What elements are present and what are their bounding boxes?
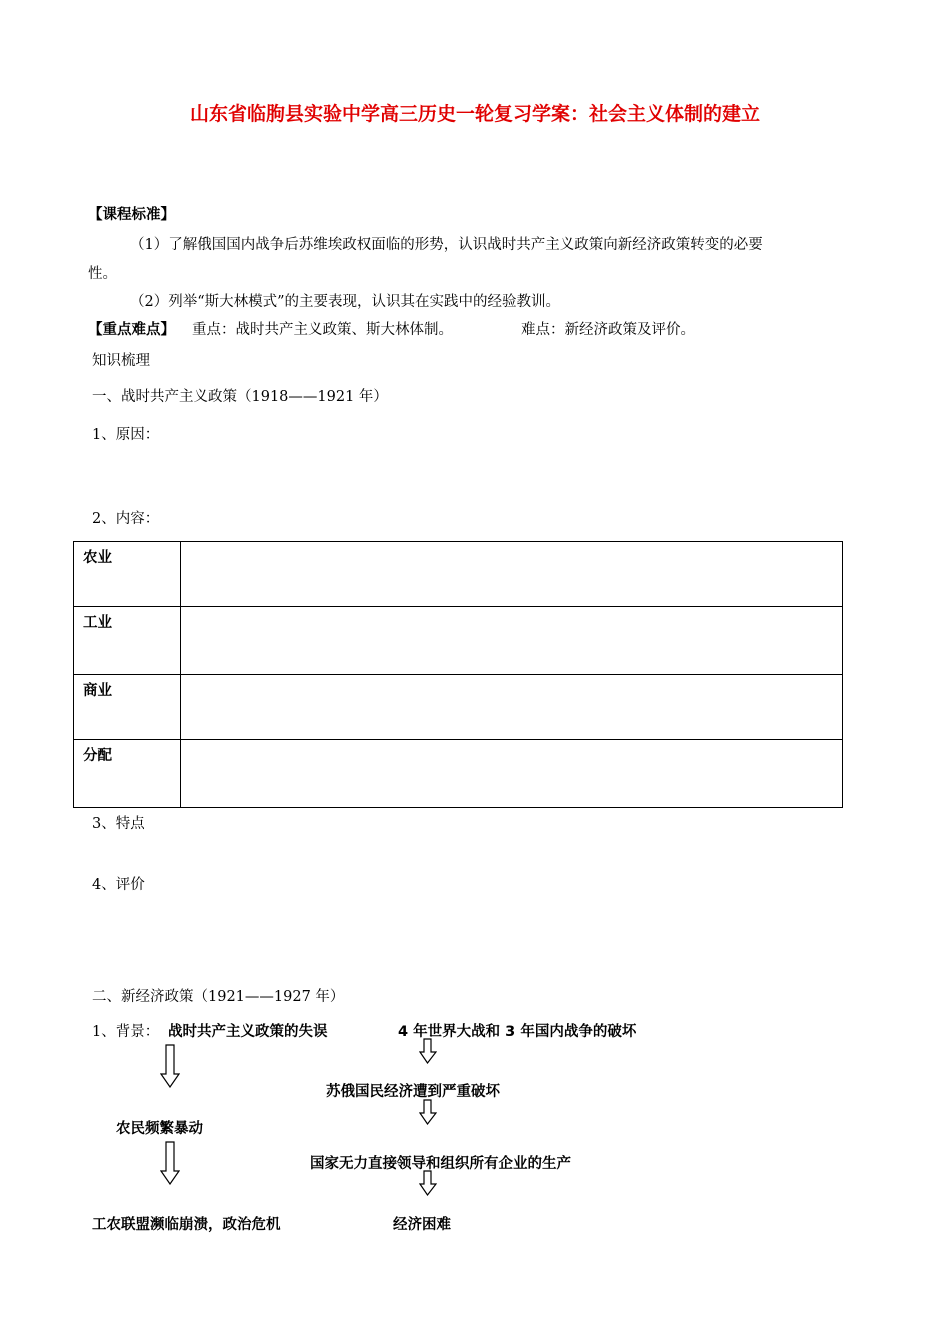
right-chain-item: 经济困难	[393, 1217, 451, 1233]
answer-cell[interactable]	[181, 542, 843, 607]
row-label: 农业	[74, 542, 181, 607]
down-arrow-icon	[160, 1141, 180, 1185]
left-chain-item: 工农联盟濒临崩溃，政治危机	[92, 1217, 281, 1233]
standard-item-1-cont: 性。	[88, 266, 117, 282]
row-label: 分配	[74, 740, 181, 808]
standard-item-1: （1）了解俄国国内战争后苏维埃政权面临的形势，认识战时共产主义政策向新经济政策转变的必要	[130, 237, 763, 253]
cause-label: 1、原因：	[92, 427, 160, 443]
answer-cell[interactable]	[181, 607, 843, 675]
key-points-heading: 【重点难点】	[88, 322, 175, 338]
right-chain-item: 国家无力直接领导和组织所有企业的生产	[310, 1156, 571, 1172]
left-chain-item: 农民频繁暴动	[116, 1121, 203, 1137]
answer-cell[interactable]	[181, 675, 843, 740]
row-label: 工业	[74, 607, 181, 675]
background-label: 1、背景：	[92, 1024, 160, 1040]
standard-item-2: （2）列举“斯大林模式”的主要表现，认识其在实践中的经验教训。	[130, 294, 561, 310]
down-arrow-icon	[160, 1044, 180, 1088]
down-arrow-icon	[419, 1170, 437, 1196]
table-row	[74, 607, 843, 675]
page-title: 山东省临朐县实验中学高三历史一轮复习学案：社会主义体制的建立	[189, 103, 760, 125]
content-label: 2、内容：	[92, 511, 160, 527]
table-row	[74, 740, 843, 808]
key-points-focus: 重点：战时共产主义政策、斯大林体制。	[192, 322, 453, 338]
left-chain-item: 战时共产主义政策的失误	[168, 1024, 328, 1040]
right-chain-item: 4 年世界大战和 3 年国内战争的破坏	[398, 1024, 637, 1040]
right-chain-item: 苏俄国民经济遭到严重破坏	[326, 1084, 500, 1100]
key-points-difficulty: 难点：新经济政策及评价。	[521, 322, 695, 338]
answer-cell[interactable]	[181, 740, 843, 808]
table-row	[74, 675, 843, 740]
down-arrow-icon	[419, 1038, 437, 1064]
section-2-heading: 二、新经济政策（1921——1927 年）	[92, 989, 345, 1005]
knowledge-heading: 知识梳理	[92, 353, 150, 369]
content-table	[73, 541, 843, 808]
down-arrow-icon	[419, 1099, 437, 1125]
row-label: 商业	[74, 675, 181, 740]
standard-heading: 【课程标准】	[88, 207, 175, 223]
section-1-heading: 一、战时共产主义政策（1918——1921 年）	[92, 389, 388, 405]
evaluation-label: 4、评价	[92, 877, 145, 893]
table-row	[74, 542, 843, 607]
features-label: 3、特点	[92, 816, 145, 832]
